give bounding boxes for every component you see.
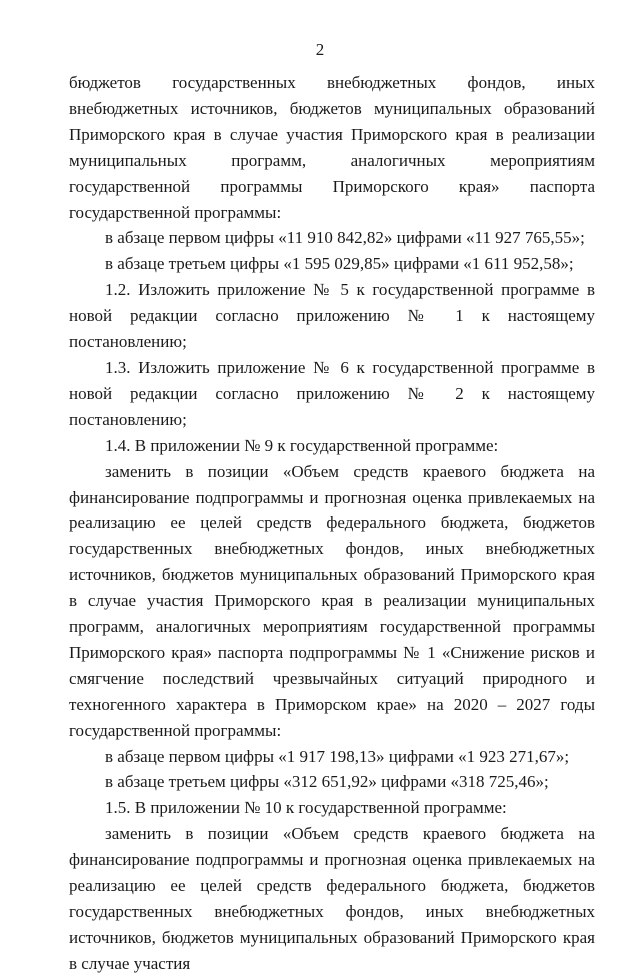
paragraph-item-1-3: 1.3. Изложить приложение № 6 к государственной программе в новой редакции согласно приложению № 2 к настоящему постановлению; [69,357,595,429]
paragraph-subprogram-1-third-abzac: в абзаце третьем цифры «312 651,92» цифрами «318 725,46»; [105,772,549,792]
paragraph-replace-subprogram-1: заменить в позиции «Объем средств краевого бюджета на финансирование подпрограммы и прогнозная оценка привлекаемых на реализацию ее целей средств федерального бюджета, бюджетов государственных внебюджетных фондов, иных внебюджетных источников, бюджетов муниципальных образований Приморского края в случае участия Приморского края в реализации муниципальных программ, аналогичных мероприятиям государственной программы Приморского края» паспорта подпрограммы № 1 «Снижение рисков и смягчение последствий чрезвычайных ситуаций природного и техногенного характера в Приморском крае» на 2020 – 2027 годы государственной программы: [69,461,595,740]
paragraph-item-1-4: 1.4. В приложении № 9 к государственной программе: [105,435,499,455]
page-number: 2 [315,40,325,59]
paragraph-subprogram-1-first-abzac: в абзаце первом цифры «1 917 198,13» цифрами «1 923 271,67»; [105,746,570,766]
paragraph-item-1-5: 1.5. В приложении № 10 к государственной программе: [105,798,507,818]
document-body [69,70,595,977]
paragraph-replace-subprogram-10: заменить в позиции «Объем средств краевого бюджета на финансирование подпрограммы и прогнозная оценка привлекаемых на реализацию ее целей средств федерального бюджета, бюджетов государственных внебюджетных фондов, иных внебюджетных источников, бюджетов муниципальных образований Приморского края в случае участия [69,824,595,973]
paragraph-first-abzac-change: в абзаце первом цифры «11 910 842,82» цифрами «11 927 765,55»; [105,228,585,248]
paragraph-third-abzac-change: в абзаце третьем цифры «1 595 029,85» цифрами «1 611 952,58»; [105,254,574,274]
paragraph-item-1-2: 1.2. Изложить приложение № 5 к государственной программе в новой редакции согласно приложению № 1 к настоящему постановлению; [69,280,595,352]
paragraph-continuation: бюджетов государственных внебюджетных фондов, иных внебюджетных источников, бюджетов муниципальных образований Приморского края в случае участия Приморского края в реализации муниципальных программ, аналогичных мероприятиям государственной программы Приморского края» паспорта государственной программы: [69,73,595,222]
